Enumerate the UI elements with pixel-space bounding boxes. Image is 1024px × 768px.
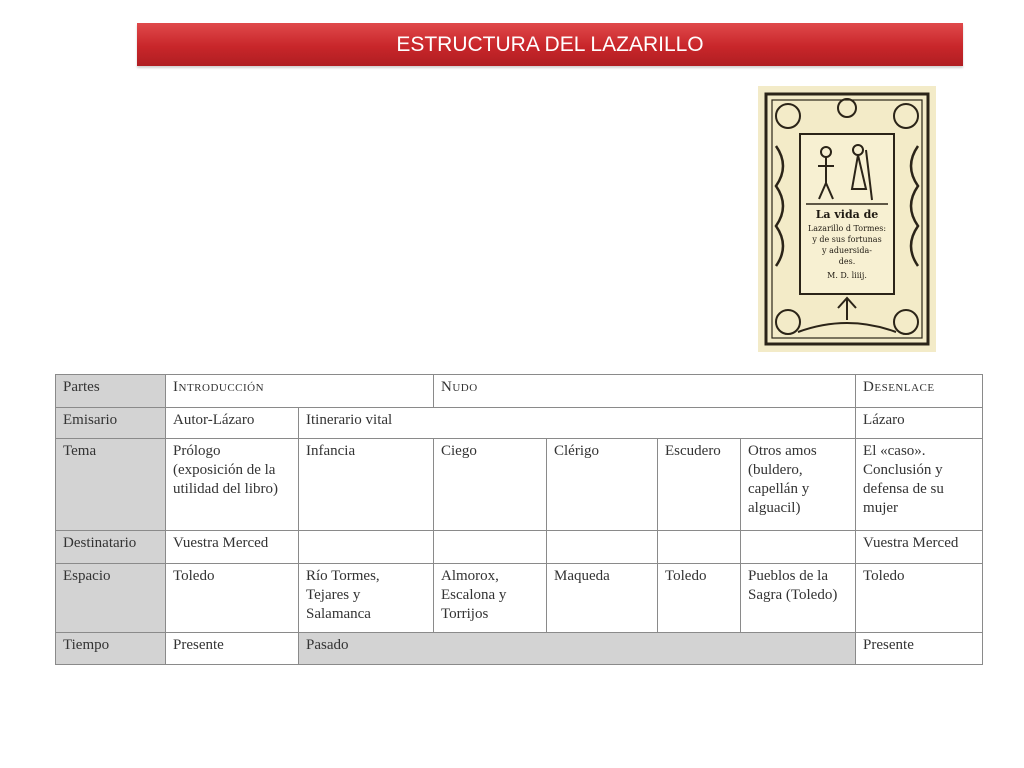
cover-line-5: des. [838, 257, 856, 266]
destinatario-desenlace: Vuestra Merced [856, 531, 983, 564]
espacio-cell: Río Tormes, Tejares y Salamanca [299, 564, 434, 633]
tiempo-desenlace: Presente [856, 633, 983, 665]
empty-cell [658, 531, 741, 564]
row-label-partes: Partes [56, 375, 166, 408]
tema-cell: Otros amos (buldero, capellán y alguacil) [741, 439, 856, 531]
tema-cell: Infancia [299, 439, 434, 531]
empty-cell [434, 531, 547, 564]
part-desenlace: Desenlace [856, 375, 983, 408]
part-nudo: Nudo [434, 375, 856, 408]
row-tiempo [56, 633, 983, 665]
woodcut-cover-illustration [758, 86, 936, 352]
espacio-cell: Pueblos de la Sagra (Toledo) [741, 564, 856, 633]
row-emisario [56, 408, 983, 439]
row-espacio [56, 564, 983, 633]
tema-cell: Clérigo [547, 439, 658, 531]
row-label-espacio: Espacio [56, 564, 166, 633]
cover-line-6: M. D. liiij. [827, 271, 867, 280]
espacio-cell: Toledo [658, 564, 741, 633]
espacio-cell: Toledo [166, 564, 299, 633]
row-partes [56, 375, 983, 408]
cover-line-3: y de sus fortunas [812, 235, 882, 244]
destinatario-intro: Vuestra Merced [166, 531, 299, 564]
empty-cell [547, 531, 658, 564]
part-introduccion: Introducción [166, 375, 434, 408]
empty-cell [741, 531, 856, 564]
emisario-desenlace: Lázaro [856, 408, 983, 439]
tiempo-nudo: Pasado [299, 633, 856, 665]
row-label-destinatario: Destinatario [56, 531, 166, 564]
slide-title: ESTRUCTURA DEL LAZARILLO [396, 32, 704, 56]
cover-line-1: La vida de [815, 208, 879, 221]
tiempo-intro: Presente [166, 633, 299, 665]
book-cover-image [758, 86, 936, 352]
cover-line-4: y aduersida- [822, 246, 872, 255]
row-destinatario [56, 531, 983, 564]
slide-title-bar [137, 23, 963, 66]
espacio-cell: Almorox, Escalona y Torrijos [434, 564, 547, 633]
cover-line-2: Lazarillo d Tormes: [807, 224, 887, 233]
tema-cell: Escudero [658, 439, 741, 531]
espacio-cell: Toledo [856, 564, 983, 633]
espacio-cell: Maqueda [547, 564, 658, 633]
row-label-tema: Tema [56, 439, 166, 531]
tema-cell: Prólogo (exposición de la utilidad del libro) [166, 439, 299, 531]
emisario-nudo: Itinerario vital [299, 408, 856, 439]
row-label-emisario: Emisario [56, 408, 166, 439]
tema-cell: El «caso». Conclusión y defensa de su mujer [856, 439, 983, 531]
structure-table [55, 374, 983, 665]
tema-cell: Ciego [434, 439, 547, 531]
empty-cell [299, 531, 434, 564]
row-label-tiempo: Tiempo [56, 633, 166, 665]
row-tema [56, 439, 983, 531]
emisario-intro: Autor-Lázaro [166, 408, 299, 439]
